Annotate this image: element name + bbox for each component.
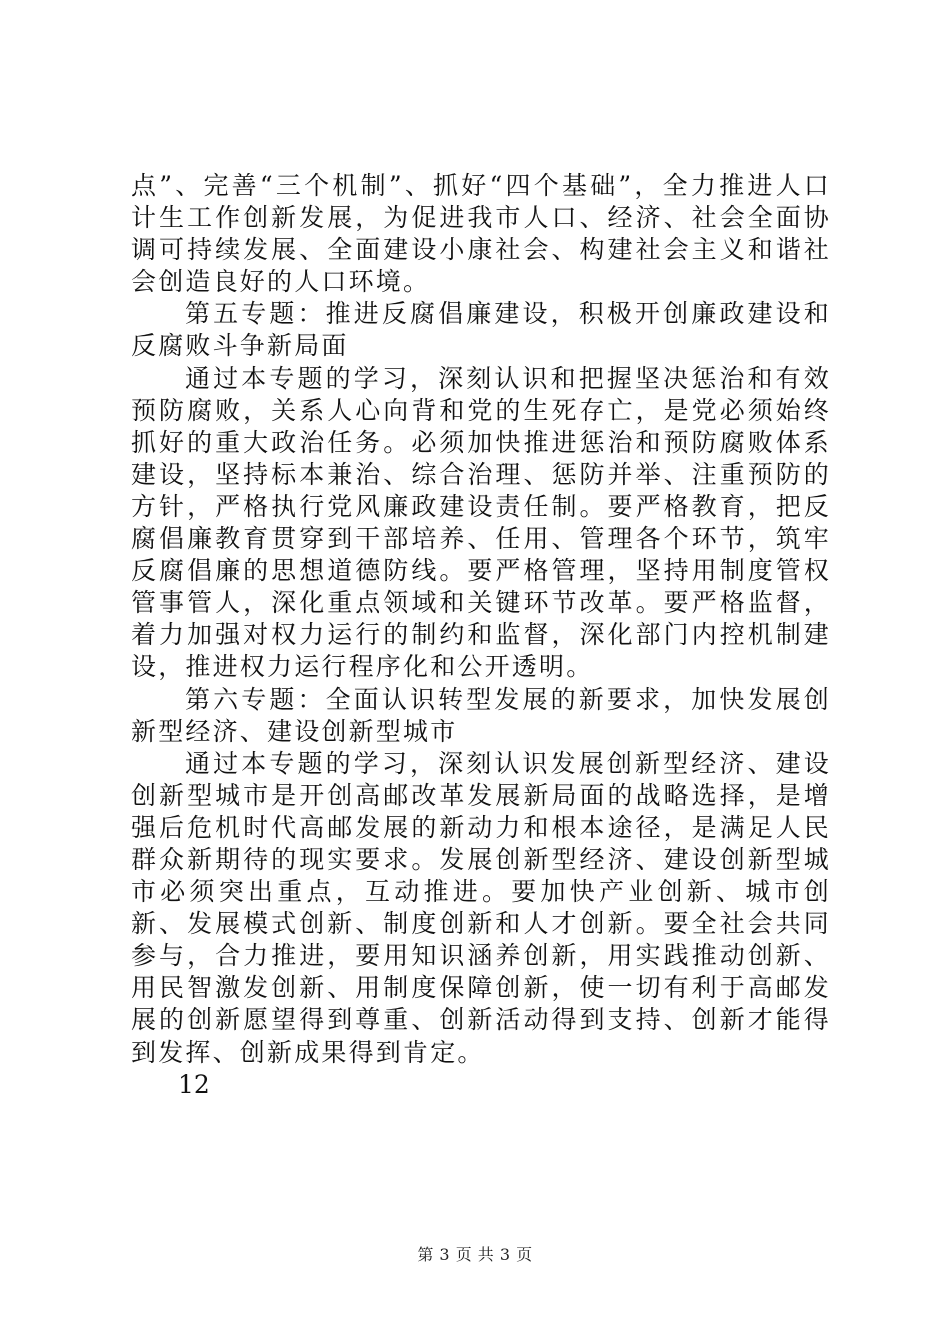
section-five-body: 通过本专题的学习，深刻认识和把握坚决惩治和有效预防腐败，关系人心向背和党的生死存亡，是党必须始终抓好的重大政治任务。必须加快推进惩治和预防腐败体系建设，坚持标本兼治、综合治理、惩防并举、注重预防的方针，严格执行党风廉政建设责任制。要严格教育，把反腐倡廉教育贯穿到干部培养、任用、管理各个环节，筑牢反腐倡廉的思想道德防线。要严格管理，坚持用制度管权管事管人，深化重点领域和关键环节改革。要严格监督，着力加强对权力运行的制约和监督，深化部门内控机制建设，推进权力运行程序化和公开透明。 xyxy=(131,363,831,682)
section-six-body: 通过本专题的学习，深刻认识发展创新型经济、建设创新型城市是开创高邮改革发展新局面的战略选择，是增强后危机时代高邮发展的新动力和根本途径，是满足人民群众新期待的现实要求。发展创新型经济、建设创新型城市必须突出重点，互动推进。要加快产业创新、城市创新、发展模式创新、制度创新和人才创新。要全社会共同参与，合力推进，要用知识涵养创新，用实践推动创新、用民智激发创新、用制度保障创新，使一切有利于高邮发展的创新愿望得到尊重、创新活动得到支持、创新才能得到发挥、创新成果得到肯定。 xyxy=(131,748,831,1067)
trailing-number: 12 xyxy=(178,1069,210,1099)
page-footer: 第 3 页 共 3 页 xyxy=(417,1245,533,1264)
paragraph-continuation: 点”、完善“三个机制”、抓好“四个基础”，全力推进人口计生工作创新发展，为促进我市人口、经济、社会全面协调可持续发展、全面建设小康社会、构建社会主义和谐社会创造良好的人口环境。 xyxy=(131,171,831,297)
section-five-heading: 第五专题：推进反腐倡廉建设，积极开创廉政建设和反腐败斗争新局面 xyxy=(131,299,831,361)
section-six-heading: 第六专题：全面认识转型发展的新要求，加快发展创新型经济、建设创新型城市 xyxy=(131,684,831,746)
document-body xyxy=(131,170,831,1101)
